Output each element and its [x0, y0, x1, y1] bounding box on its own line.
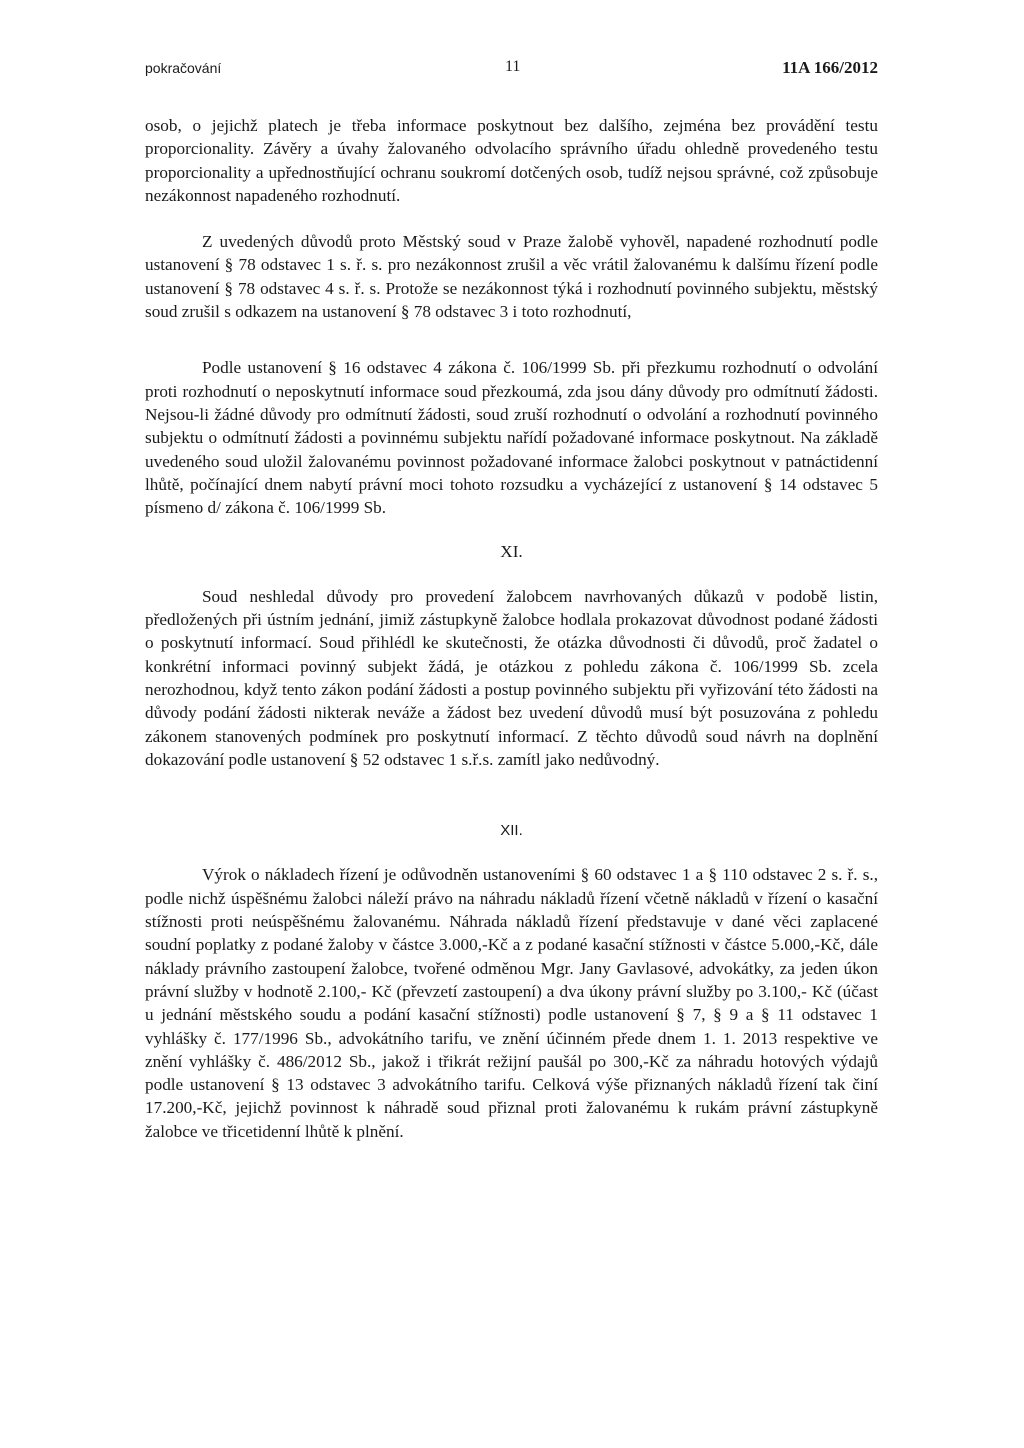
- section-heading-xi: XI.: [500, 542, 523, 562]
- page-number: 11: [505, 58, 521, 75]
- paragraph-evidence: Soud neshledal důvody pro provedení žalobcem navrhovaných důkazů v podobě listin, předložených při ústním jednání, jimiž zástupkyně žalobce hodlala prokazovat důvodnost podané žádosti o poskytnutí informací. Soud přihlédl ke skutečnosti, že otázka důvodnosti či důvodů, proč žadatel o konkrétní informaci povinný subjekt žádá, je otázkou z pohledu zákona č. 106/1999 Sb. zcela nerozhodnou, když tento zákon podání žádosti a postup povinného subjektu při vyřizování této žádosti na důvody podání žádosti nikterak neváže a žádost bez uvedení důvodů musí být posuzována z pohledu zákonem stanovených podmínek pro poskytnutí informací. Z těchto důvodů soud návrh na doplnění dokazování podle ustanovení § 52 odstavec 1 s.ř.s. zamítl jako nedůvodný.: [145, 586, 878, 769]
- case-number: 11A 166/2012: [782, 58, 878, 77]
- paragraph-costs: Výrok o nákladech řízení je odůvodněn ustanoveními § 60 odstavec 1 a § 110 odstavec 2 s. ř. s., podle nichž úspěšnému žalobci náleží právo na náhradu nákladů řízení včetně nákladů v řízení o kasační stížnosti proti neúspěšnému žalovanému. Náhrada nákladů řízení představuje v dané věci zaplacené soudní poplatky z podané žaloby v částce 3.000,-Kč a z podané kasační stížnosti v částce 5.000,-Kč, dále náklady právního zastoupení žalobce, tvořené odměnou Mgr. Jany Gavlasové, advokátky, za jeden úkon právní služby v hodnotě 2.100,- Kč (převzetí zastoupení) a dva úkony právní služby po 3.100,- Kč (účast u jednání městského soudu a podání kasační stížnosti) podle ustanovení § 7, § 9 a § 11 odstavec 1 vyhlášky č. 177/1996 Sb., advokátního tarifu, ve znění účinném přede dnem 1. 1. 2013 respektive ve znění vyhlášky č. 486/2012 Sb., jakož i třikrát režijní paušál po 300,-Kč za náhradu hotových výdajů podle ustanovení § 13 odstavec 3 advokátního tarifu. Celková výše přiznaných nákladů řízení tak činí 17.200,-Kč, jejichž povinnost k náhradě soud přiznal proti žalovanému k rukám právní zástupkyně žalobce ve třicetidenní lhůtě k plnění.: [145, 865, 878, 1141]
- section-heading-xii: XII.: [500, 822, 523, 840]
- paragraph-decision: Z uvedených důvodů proto Městský soud v Praze žalobě vyhověl, napadené rozhodnutí podle ustanovení § 78 odstavec 1 s. ř. s. pro nezákonnost zrušil a věc vrátil žalovanému k dalšímu řízení podle ustanovení § 78 odstavec 4 s. ř. s. Protože se nezákonnost týká i rozhodnutí povinného subjektu, městský soud zrušil s odkazem na ustanovení § 78 odstavec 3 i toto rozhodnutí,: [145, 232, 878, 322]
- page-header: [145, 58, 878, 82]
- continuation-label: pokračování: [145, 60, 222, 76]
- paragraph-legal-basis: Podle ustanovení § 16 odstavec 4 zákona č. 106/1999 Sb. při přezkumu rozhodnutí o odvolání proti rozhodnutí o neposkytnutí informace soud přezkoumá, zda jsou dány důvody pro odmítnutí žádosti. Nejsou-li žádné důvody pro odmítnutí žádosti, soud zruší rozhodnutí o odvolání a rozhodnutí povinného subjektu o odmítnutí žádosti a povinnému subjektu nařídí požadované informace poskytnout. Na základě uvedeného soud uložil žalovanému povinnost požadované informace žalobci poskytnout v patnáctidenní lhůtě, počínající dnem nabytí právní moci tohoto rozsudku a vycházející z ustanovení § 14 odstavec 5 písmeno d/ zákona č. 106/1999 Sb.: [145, 358, 878, 518]
- paragraph-continuation: osob, o jejichž platech je třeba informace poskytnout bez dalšího, zejména bez provádění testu proporcionality. Závěry a úvahy žalovaného odvolacího správního úřadu ohledně provedeného testu proporcionality a upřednostňující ochranu soukromí dotčených osob, tudíž nejsou správné, což způsobuje nezákonnost napadeného rozhodnutí.: [145, 116, 878, 205]
- document-body: [145, 114, 878, 1143]
